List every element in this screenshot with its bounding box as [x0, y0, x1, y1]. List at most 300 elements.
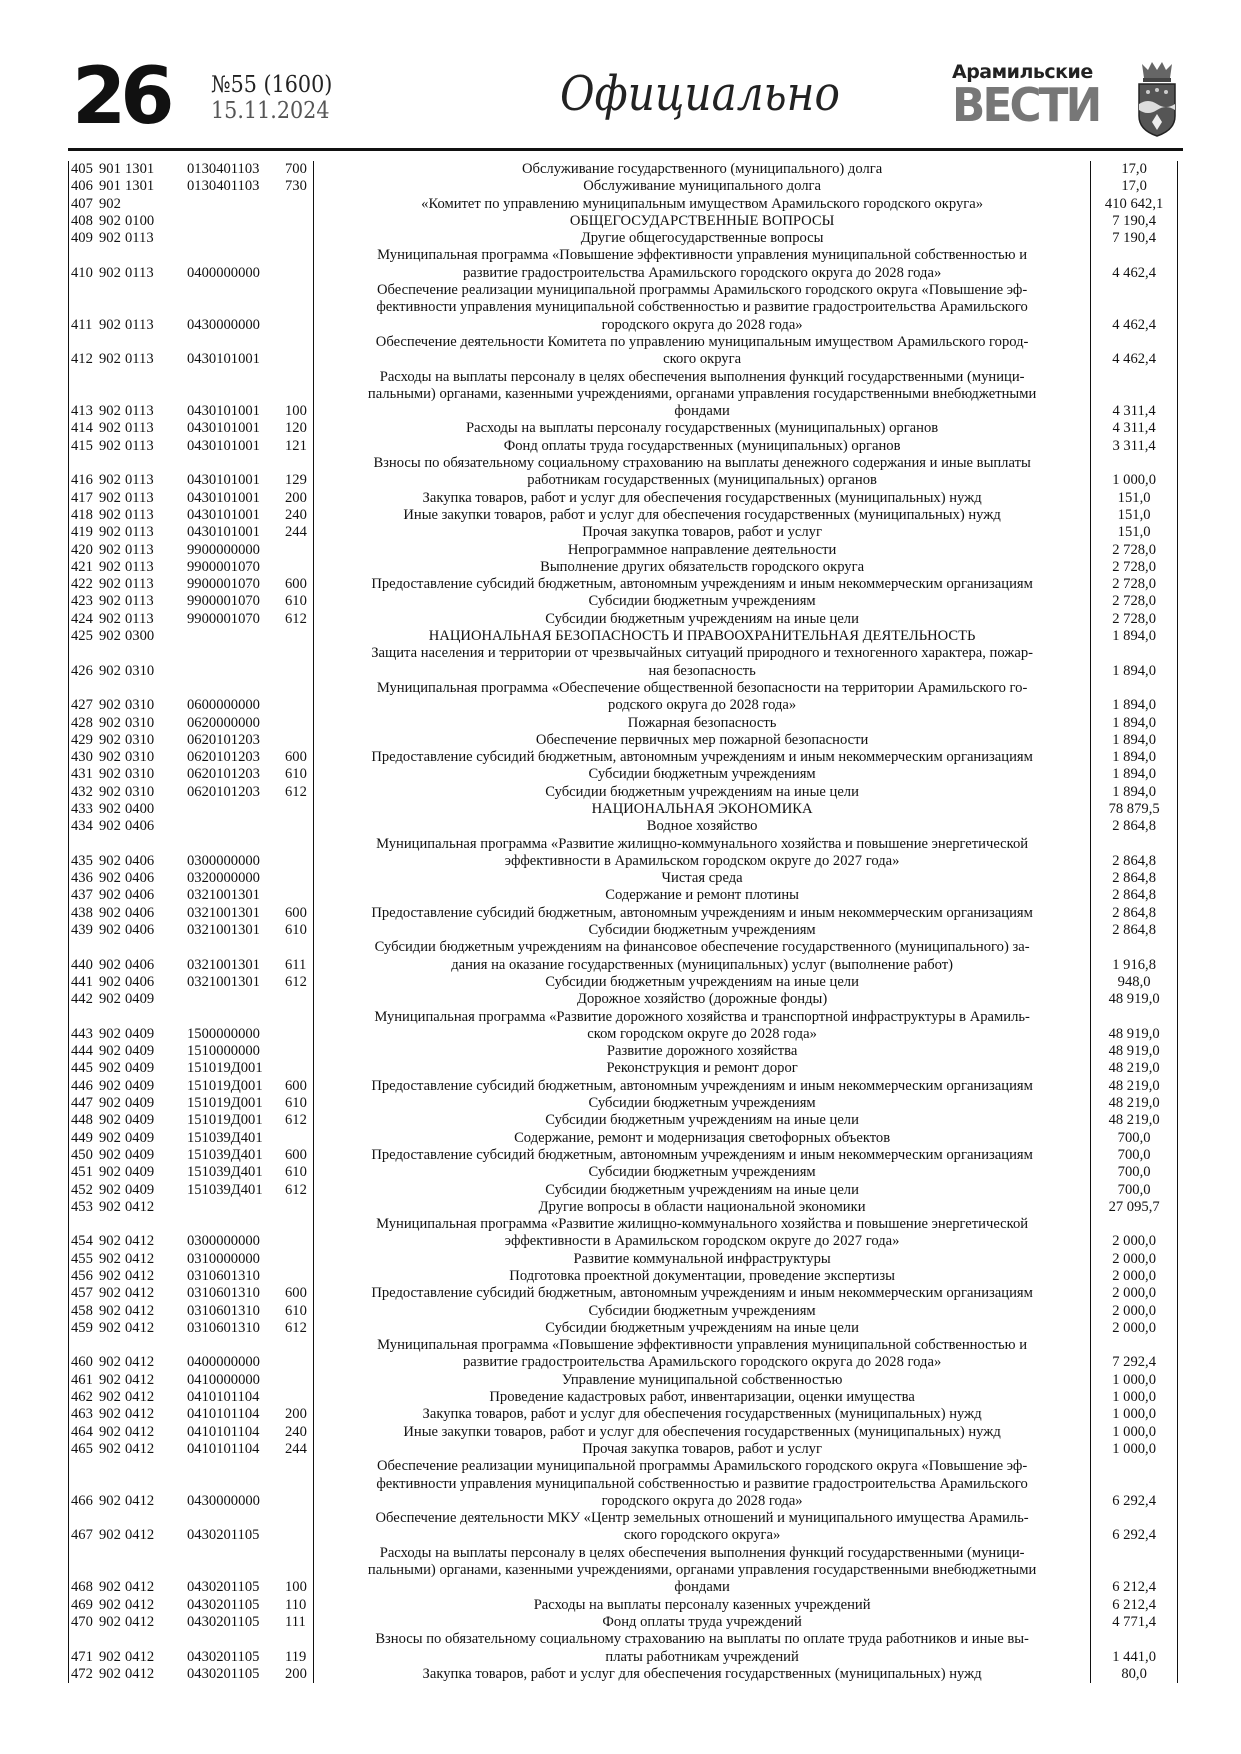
expense-type-code: 110	[285, 1596, 307, 1613]
row-number: 440	[71, 956, 93, 973]
section-code: 0113	[125, 316, 154, 333]
expense-type-code: 612	[285, 783, 307, 800]
budget-codes	[68, 715, 314, 732]
budget-codes	[68, 611, 314, 628]
table-row	[68, 524, 1178, 541]
row-amount: 4 311,4	[1090, 420, 1178, 437]
section-code: 0113	[125, 506, 154, 523]
row-amount: 48 219,0	[1090, 1112, 1178, 1129]
section-code: 0412	[125, 1285, 155, 1302]
row-number: 448	[71, 1112, 93, 1129]
budget-codes	[68, 369, 314, 421]
section-code: 0412	[125, 1492, 155, 1509]
row-description: Закупка товаров, работ и услуг для обеспечения государственных (муниципальных) нужд	[422, 1665, 982, 1682]
table-row	[68, 334, 1178, 369]
target-article-code: 0130401103	[187, 178, 260, 195]
section-code: 0412	[125, 1233, 155, 1250]
row-amount: 6 292,4	[1090, 1510, 1178, 1545]
target-article-code: 0430201105	[187, 1527, 260, 1544]
expense-type-code: 612	[285, 1181, 307, 1198]
target-article-code: 151039Д401	[187, 1164, 263, 1181]
target-article-code: 0321001301	[187, 904, 260, 921]
table-row	[68, 1631, 1178, 1666]
section-code: 0406	[125, 818, 155, 835]
row-amount: 4 462,4	[1090, 334, 1178, 369]
expense-type-code: 610	[285, 766, 307, 783]
budget-codes	[68, 559, 314, 576]
section-code: 0310	[125, 697, 155, 714]
department-code: 902	[99, 1181, 121, 1198]
department-code: 902	[99, 800, 121, 817]
department-code: 902	[99, 1198, 121, 1215]
expense-type-code: 700	[285, 161, 307, 177]
table-row	[68, 1545, 1178, 1597]
department-code: 902	[99, 991, 121, 1008]
section-code: 0412	[125, 1302, 155, 1319]
table-row	[68, 213, 1178, 230]
row-amount: 48 219,0	[1090, 1060, 1178, 1077]
table-row	[68, 1510, 1178, 1545]
row-number: 418	[71, 506, 93, 523]
table-row	[68, 801, 1178, 818]
table-row	[68, 922, 1178, 939]
target-article-code: 0620101203	[187, 749, 260, 766]
section-code: 0100	[125, 212, 155, 229]
budget-codes	[68, 1009, 314, 1044]
department-code: 902	[99, 610, 121, 627]
section-code: 0409	[125, 1025, 155, 1042]
row-description: Закупка товаров, работ и услуг для обеспечения государственных (муниципальных) нужд	[422, 489, 982, 506]
department-code: 902	[99, 558, 121, 575]
section-code: 0113	[125, 437, 154, 454]
budget-codes	[68, 1147, 314, 1164]
table-row	[68, 559, 1178, 576]
department-code: 902	[99, 1025, 121, 1042]
section-title: Официально	[560, 66, 840, 122]
row-number: 454	[71, 1233, 93, 1250]
budget-codes	[68, 593, 314, 610]
expense-type-code: 244	[285, 1440, 307, 1457]
row-amount: 1 894,0	[1090, 766, 1178, 783]
table-row	[68, 507, 1178, 524]
row-amount: 2 000,0	[1090, 1251, 1178, 1268]
section-code: 0113	[125, 593, 154, 610]
row-number: 423	[71, 593, 93, 610]
row-number: 413	[71, 403, 93, 420]
row-amount: 2 728,0	[1090, 611, 1178, 628]
row-number: 460	[71, 1354, 93, 1371]
department-code: 902	[99, 1440, 121, 1457]
budget-codes	[68, 1095, 314, 1112]
target-article-code: 1510000000	[187, 1043, 260, 1060]
budget-codes	[68, 1112, 314, 1129]
budget-codes	[68, 178, 314, 195]
table-row	[68, 818, 1178, 835]
department-code: 902	[99, 195, 121, 212]
row-description: Субсидии бюджетным учреждениям	[588, 1164, 816, 1181]
row-description: Прочая закупка товаров, работ и услуг	[582, 524, 822, 541]
row-amount: 6 292,4	[1090, 1458, 1178, 1510]
row-number: 432	[71, 783, 93, 800]
section-code: 0409	[125, 991, 155, 1008]
row-amount: 2 864,8	[1090, 818, 1178, 835]
row-description: Субсидии бюджетным учреждениям	[588, 766, 816, 783]
budget-codes	[68, 628, 314, 645]
table-row	[68, 1095, 1178, 1112]
department-code: 902	[99, 697, 121, 714]
row-description: Чистая среда	[661, 870, 743, 887]
row-description: Непрограммное направление деятельности	[567, 541, 837, 558]
row-amount: 948,0	[1090, 974, 1178, 991]
row-amount: 7 292,4	[1090, 1337, 1178, 1372]
budget-codes	[68, 922, 314, 939]
row-amount: 2 000,0	[1090, 1303, 1178, 1320]
row-description: Проведение кадастровых работ, инвентаризации, оценки имущества	[489, 1389, 915, 1406]
row-number: 438	[71, 904, 93, 921]
budget-codes	[68, 196, 314, 213]
section-code: 0412	[125, 1665, 155, 1682]
target-article-code: 0620101203	[187, 783, 260, 800]
table-row	[68, 282, 1178, 334]
section-code: 0113	[125, 403, 154, 420]
target-article-code: 0430201105	[187, 1579, 260, 1596]
row-description: Субсидии бюджетным учреждениям на финансовое обеспечение государственного (муниципального) за- дания на оказание государственных (муниципальных) услуг (выполнение работ)	[374, 939, 1030, 973]
section-code: 0412	[125, 1613, 155, 1630]
expense-type-code: 600	[285, 1077, 307, 1094]
row-amount: 2 864,8	[1090, 905, 1178, 922]
row-amount: 151,0	[1090, 507, 1178, 524]
target-article-code: 151039Д401	[187, 1181, 263, 1198]
department-code: 902	[99, 749, 121, 766]
row-number: 455	[71, 1250, 93, 1267]
expense-type-code: 600	[285, 749, 307, 766]
row-description: Предоставление субсидий бюджетным, автономным учреждениям и иным некоммерческим организациям	[371, 904, 1033, 921]
table-row	[68, 1112, 1178, 1129]
budget-codes	[68, 1043, 314, 1060]
section-code: 0412	[125, 1423, 155, 1440]
row-description: Обеспечение реализации муниципальной программы Арамильского городского округа «Повышение эф- фективности управления муниципальной собственностью и развитие градостроительства Арамильского городского округа до 2028 года»	[376, 1458, 1028, 1509]
expense-type-code: 121	[285, 437, 307, 454]
row-amount: 2 864,8	[1090, 922, 1178, 939]
row-amount: 700,0	[1090, 1130, 1178, 1147]
table-row	[68, 887, 1178, 904]
target-article-code: 0310000000	[187, 1250, 260, 1267]
row-number: 420	[71, 541, 93, 558]
row-description: Муниципальная программа «Развитие жилищно-коммунального хозяйства и повышение энергетической эффективности в Арамильском городском округе до 2027 года»	[376, 1216, 1029, 1250]
department-code: 902	[99, 437, 121, 454]
section-code: 0412	[125, 1250, 155, 1267]
table-row	[68, 1164, 1178, 1181]
row-number: 410	[71, 264, 93, 281]
target-article-code: 151019Д001	[187, 1077, 263, 1094]
row-number: 469	[71, 1596, 93, 1613]
target-article-code: 0430000000	[187, 1492, 260, 1509]
row-amount: 1 894,0	[1090, 645, 1178, 680]
expense-type-code: 600	[285, 904, 307, 921]
table-row	[68, 230, 1178, 247]
expense-type-code: 100	[285, 403, 307, 420]
logo-top-text: Арамильские	[952, 61, 1093, 83]
table-row	[68, 1597, 1178, 1614]
row-description: Управление муниципальной собственностью	[561, 1371, 843, 1388]
table-row	[68, 1216, 1178, 1251]
target-article-code: 0430201105	[187, 1648, 260, 1665]
row-number: 462	[71, 1389, 93, 1406]
row-number: 468	[71, 1579, 93, 1596]
table-row	[68, 974, 1178, 991]
row-number: 426	[71, 662, 93, 679]
target-article-code: 0430201105	[187, 1596, 260, 1613]
department-code: 902	[99, 731, 121, 748]
section-code: 0412	[125, 1319, 155, 1336]
department-code: 902	[99, 1492, 121, 1509]
table-row	[68, 732, 1178, 749]
row-amount: 1 894,0	[1090, 784, 1178, 801]
budget-codes	[68, 1268, 314, 1285]
section-code: 1301	[125, 161, 155, 177]
department-code: 902	[99, 956, 121, 973]
row-amount: 7 190,4	[1090, 230, 1178, 247]
department-code: 902	[99, 1112, 121, 1129]
table-row	[68, 1060, 1178, 1077]
budget-codes	[68, 749, 314, 766]
row-description: Субсидии бюджетным учреждениям на иные цели	[545, 1319, 859, 1336]
department-code: 902	[99, 887, 121, 904]
row-number: 459	[71, 1319, 93, 1336]
target-article-code: 0310601310	[187, 1285, 260, 1302]
department-code: 902	[99, 1095, 121, 1112]
row-description: Закупка товаров, работ и услуг для обеспечения государственных (муниципальных) нужд	[422, 1406, 982, 1423]
row-number: 422	[71, 576, 93, 593]
table-row	[68, 749, 1178, 766]
section-code: 0412	[125, 1371, 155, 1388]
target-article-code: 0430201105	[187, 1665, 260, 1682]
section-code: 0300	[125, 628, 155, 645]
budget-codes	[68, 1406, 314, 1423]
target-article-code: 0310601310	[187, 1319, 260, 1336]
row-amount: 1 894,0	[1090, 732, 1178, 749]
row-number: 408	[71, 212, 93, 229]
department-code: 902	[99, 506, 121, 523]
table-row	[68, 161, 1178, 178]
target-article-code: 0321001301	[187, 956, 260, 973]
table-row	[68, 1406, 1178, 1423]
budget-codes	[68, 1130, 314, 1147]
table-row	[68, 645, 1178, 680]
row-amount: 1 894,0	[1090, 715, 1178, 732]
row-description: Пожарная безопасность	[627, 714, 777, 731]
logo-bottom-text: ВЕСТИ	[952, 78, 1100, 132]
row-description: Субсидии бюджетным учреждениям	[588, 1302, 816, 1319]
section-code: 0409	[125, 1164, 155, 1181]
row-number: 433	[71, 800, 93, 817]
row-description: Фонд оплаты труда учреждений	[602, 1613, 802, 1630]
row-description: Дорожное хозяйство (дорожные фонды)	[577, 991, 828, 1008]
expense-type-code: 120	[285, 420, 307, 437]
issue-date: 15.11.2024	[211, 98, 330, 124]
row-description: Муниципальная программа «Развитие дорожного хозяйства и транспортной инфраструктуры в Арамиль- ском городском округе до 2028 года»	[374, 1008, 1030, 1042]
budget-codes	[68, 524, 314, 541]
section-code: 0310	[125, 783, 155, 800]
row-amount: 1 000,0	[1090, 1424, 1178, 1441]
expense-type-code: 200	[285, 1406, 307, 1423]
row-description: «Комитет по управлению муниципальным имуществом Арамильского городского округа»	[421, 195, 984, 212]
table-row	[68, 542, 1178, 559]
row-description: Развитие коммунальной инфраструктуры	[573, 1250, 831, 1267]
row-description: Развитие дорожного хозяйства	[606, 1043, 798, 1060]
section-code: 0412	[125, 1268, 155, 1284]
row-number: 472	[71, 1665, 93, 1682]
table-row	[68, 870, 1178, 887]
row-number: 447	[71, 1095, 93, 1112]
row-number: 411	[71, 316, 93, 333]
table-row	[68, 939, 1178, 974]
target-article-code: 9900001070	[187, 558, 260, 575]
row-number: 457	[71, 1285, 93, 1302]
section-code: 0406	[125, 870, 155, 887]
row-amount: 700,0	[1090, 1147, 1178, 1164]
row-amount: 2 000,0	[1090, 1268, 1178, 1285]
department-code: 902	[99, 714, 121, 731]
target-article-code: 0310601310	[187, 1268, 260, 1284]
budget-codes	[68, 784, 314, 801]
row-description: Предоставление субсидий бюджетным, автономным учреждениям и иным некоммерческим организациям	[371, 749, 1033, 766]
row-description: Взносы по обязательному социальному страхованию на выплаты денежного содержания и иные выплаты работникам государственных (муниципальных) органов	[373, 455, 1031, 489]
target-article-code: 9900001070	[187, 593, 260, 610]
row-amount: 2 728,0	[1090, 542, 1178, 559]
table-row	[68, 1320, 1178, 1337]
table-row	[68, 1251, 1178, 1268]
row-number: 446	[71, 1077, 93, 1094]
department-code: 902	[99, 1423, 121, 1440]
department-code: 902	[99, 489, 121, 506]
department-code: 902	[99, 1648, 121, 1665]
department-code: 902	[99, 1302, 121, 1319]
target-article-code: 0430201105	[187, 1613, 260, 1630]
target-article-code: 1500000000	[187, 1025, 260, 1042]
row-description: Предоставление субсидий бюджетным, автономным учреждениям и иным некоммерческим организациям	[371, 1077, 1033, 1094]
section-code: 0310	[125, 766, 155, 783]
row-description: Субсидии бюджетным учреждениям	[588, 922, 816, 939]
expense-type-code: 610	[285, 593, 307, 610]
header-rule	[68, 148, 1183, 151]
row-amount: 1 000,0	[1090, 1389, 1178, 1406]
row-amount: 4 771,4	[1090, 1614, 1178, 1631]
expense-type-code: 129	[285, 472, 307, 489]
section-code: 0409	[125, 1112, 155, 1129]
row-amount: 6 212,4	[1090, 1545, 1178, 1597]
expense-type-code: 610	[285, 1164, 307, 1181]
row-number: 453	[71, 1198, 93, 1215]
row-amount: 48 219,0	[1090, 1095, 1178, 1112]
budget-codes	[68, 1545, 314, 1597]
row-description: Обслуживание государственного (муниципального) долга	[521, 161, 883, 177]
row-amount: 151,0	[1090, 524, 1178, 541]
row-description: Субсидии бюджетным учреждениям на иные цели	[545, 973, 859, 990]
table-row	[68, 490, 1178, 507]
target-article-code: 0620101203	[187, 731, 260, 748]
row-amount: 48 219,0	[1090, 1078, 1178, 1095]
issue-number: №55 (1600)	[211, 72, 333, 98]
department-code: 902	[99, 541, 121, 558]
budget-codes	[68, 939, 314, 974]
table-row	[68, 1043, 1178, 1060]
department-code: 902	[99, 472, 121, 489]
table-row	[68, 420, 1178, 437]
department-code: 902	[99, 1146, 121, 1163]
row-description: Иные закупки товаров, работ и услуг для обеспечения государственных (муниципальных) нужд	[403, 1423, 1001, 1440]
budget-codes	[68, 247, 314, 282]
row-description: Муниципальная программа «Повышение эффективности управления муниципальной собственностью и развитие градостроительства Арамильского городского округа до 2028 года»	[377, 247, 1028, 281]
row-description: Содержание, ремонт и модернизация светофорных объектов	[514, 1129, 891, 1146]
department-code: 902	[99, 351, 121, 368]
row-number: 451	[71, 1164, 93, 1181]
row-number: 434	[71, 818, 93, 835]
row-amount: 7 190,4	[1090, 213, 1178, 230]
target-article-code: 151039Д401	[187, 1129, 263, 1146]
row-number: 463	[71, 1406, 93, 1423]
section-code: 0113	[125, 420, 154, 437]
section-code: 0113	[125, 576, 154, 593]
row-number: 415	[71, 437, 93, 454]
table-row	[68, 196, 1178, 213]
table-row	[68, 1285, 1178, 1302]
row-number: 417	[71, 489, 93, 506]
row-description: Расходы на выплаты персоналу в целях обеспечения выполнения функций государственными (муници- пальными) органами, казенными учреждениями, органами управления государственными внебюджетными фондами	[367, 368, 1037, 420]
section-code: 0113	[125, 610, 154, 627]
budget-codes	[68, 991, 314, 1008]
target-article-code: 0310601310	[187, 1302, 260, 1319]
row-number: 405	[71, 161, 93, 177]
target-article-code: 0321001301	[187, 973, 260, 990]
section-code: 0113	[125, 230, 154, 247]
row-number: 424	[71, 610, 93, 627]
row-number: 465	[71, 1440, 93, 1457]
table-row	[68, 1130, 1178, 1147]
row-amount: 2 000,0	[1090, 1320, 1178, 1337]
target-article-code: 0410101104	[187, 1440, 260, 1457]
department-code: 902	[99, 316, 121, 333]
department-code: 901	[99, 161, 121, 177]
row-description: НАЦИОНАЛЬНАЯ ЭКОНОМИКА	[591, 800, 813, 817]
section-code: 0113	[125, 541, 154, 558]
row-description: Содержание и ремонт плотины	[605, 887, 799, 904]
row-amount: 1 894,0	[1090, 628, 1178, 645]
table-row	[68, 1389, 1178, 1406]
target-article-code: 0400000000	[187, 1354, 260, 1371]
row-number: 439	[71, 922, 93, 939]
expense-type-code: 612	[285, 973, 307, 990]
section-code: 0412	[125, 1406, 155, 1423]
budget-codes	[68, 1303, 314, 1320]
table-row	[68, 1199, 1178, 1216]
row-amount: 48 919,0	[1090, 1043, 1178, 1060]
section-code: 0412	[125, 1527, 155, 1544]
row-amount: 700,0	[1090, 1182, 1178, 1199]
budget-codes	[68, 1424, 314, 1441]
table-row	[68, 905, 1178, 922]
row-amount: 2 864,8	[1090, 887, 1178, 904]
budget-codes	[68, 766, 314, 783]
expense-type-code: 119	[285, 1648, 307, 1665]
row-amount: 1 000,0	[1090, 455, 1178, 490]
budget-codes	[68, 974, 314, 991]
row-amount: 48 919,0	[1090, 991, 1178, 1008]
section-code: 0412	[125, 1440, 155, 1457]
budget-codes	[68, 645, 314, 680]
department-code: 902	[99, 1250, 121, 1267]
budget-codes	[68, 1372, 314, 1389]
